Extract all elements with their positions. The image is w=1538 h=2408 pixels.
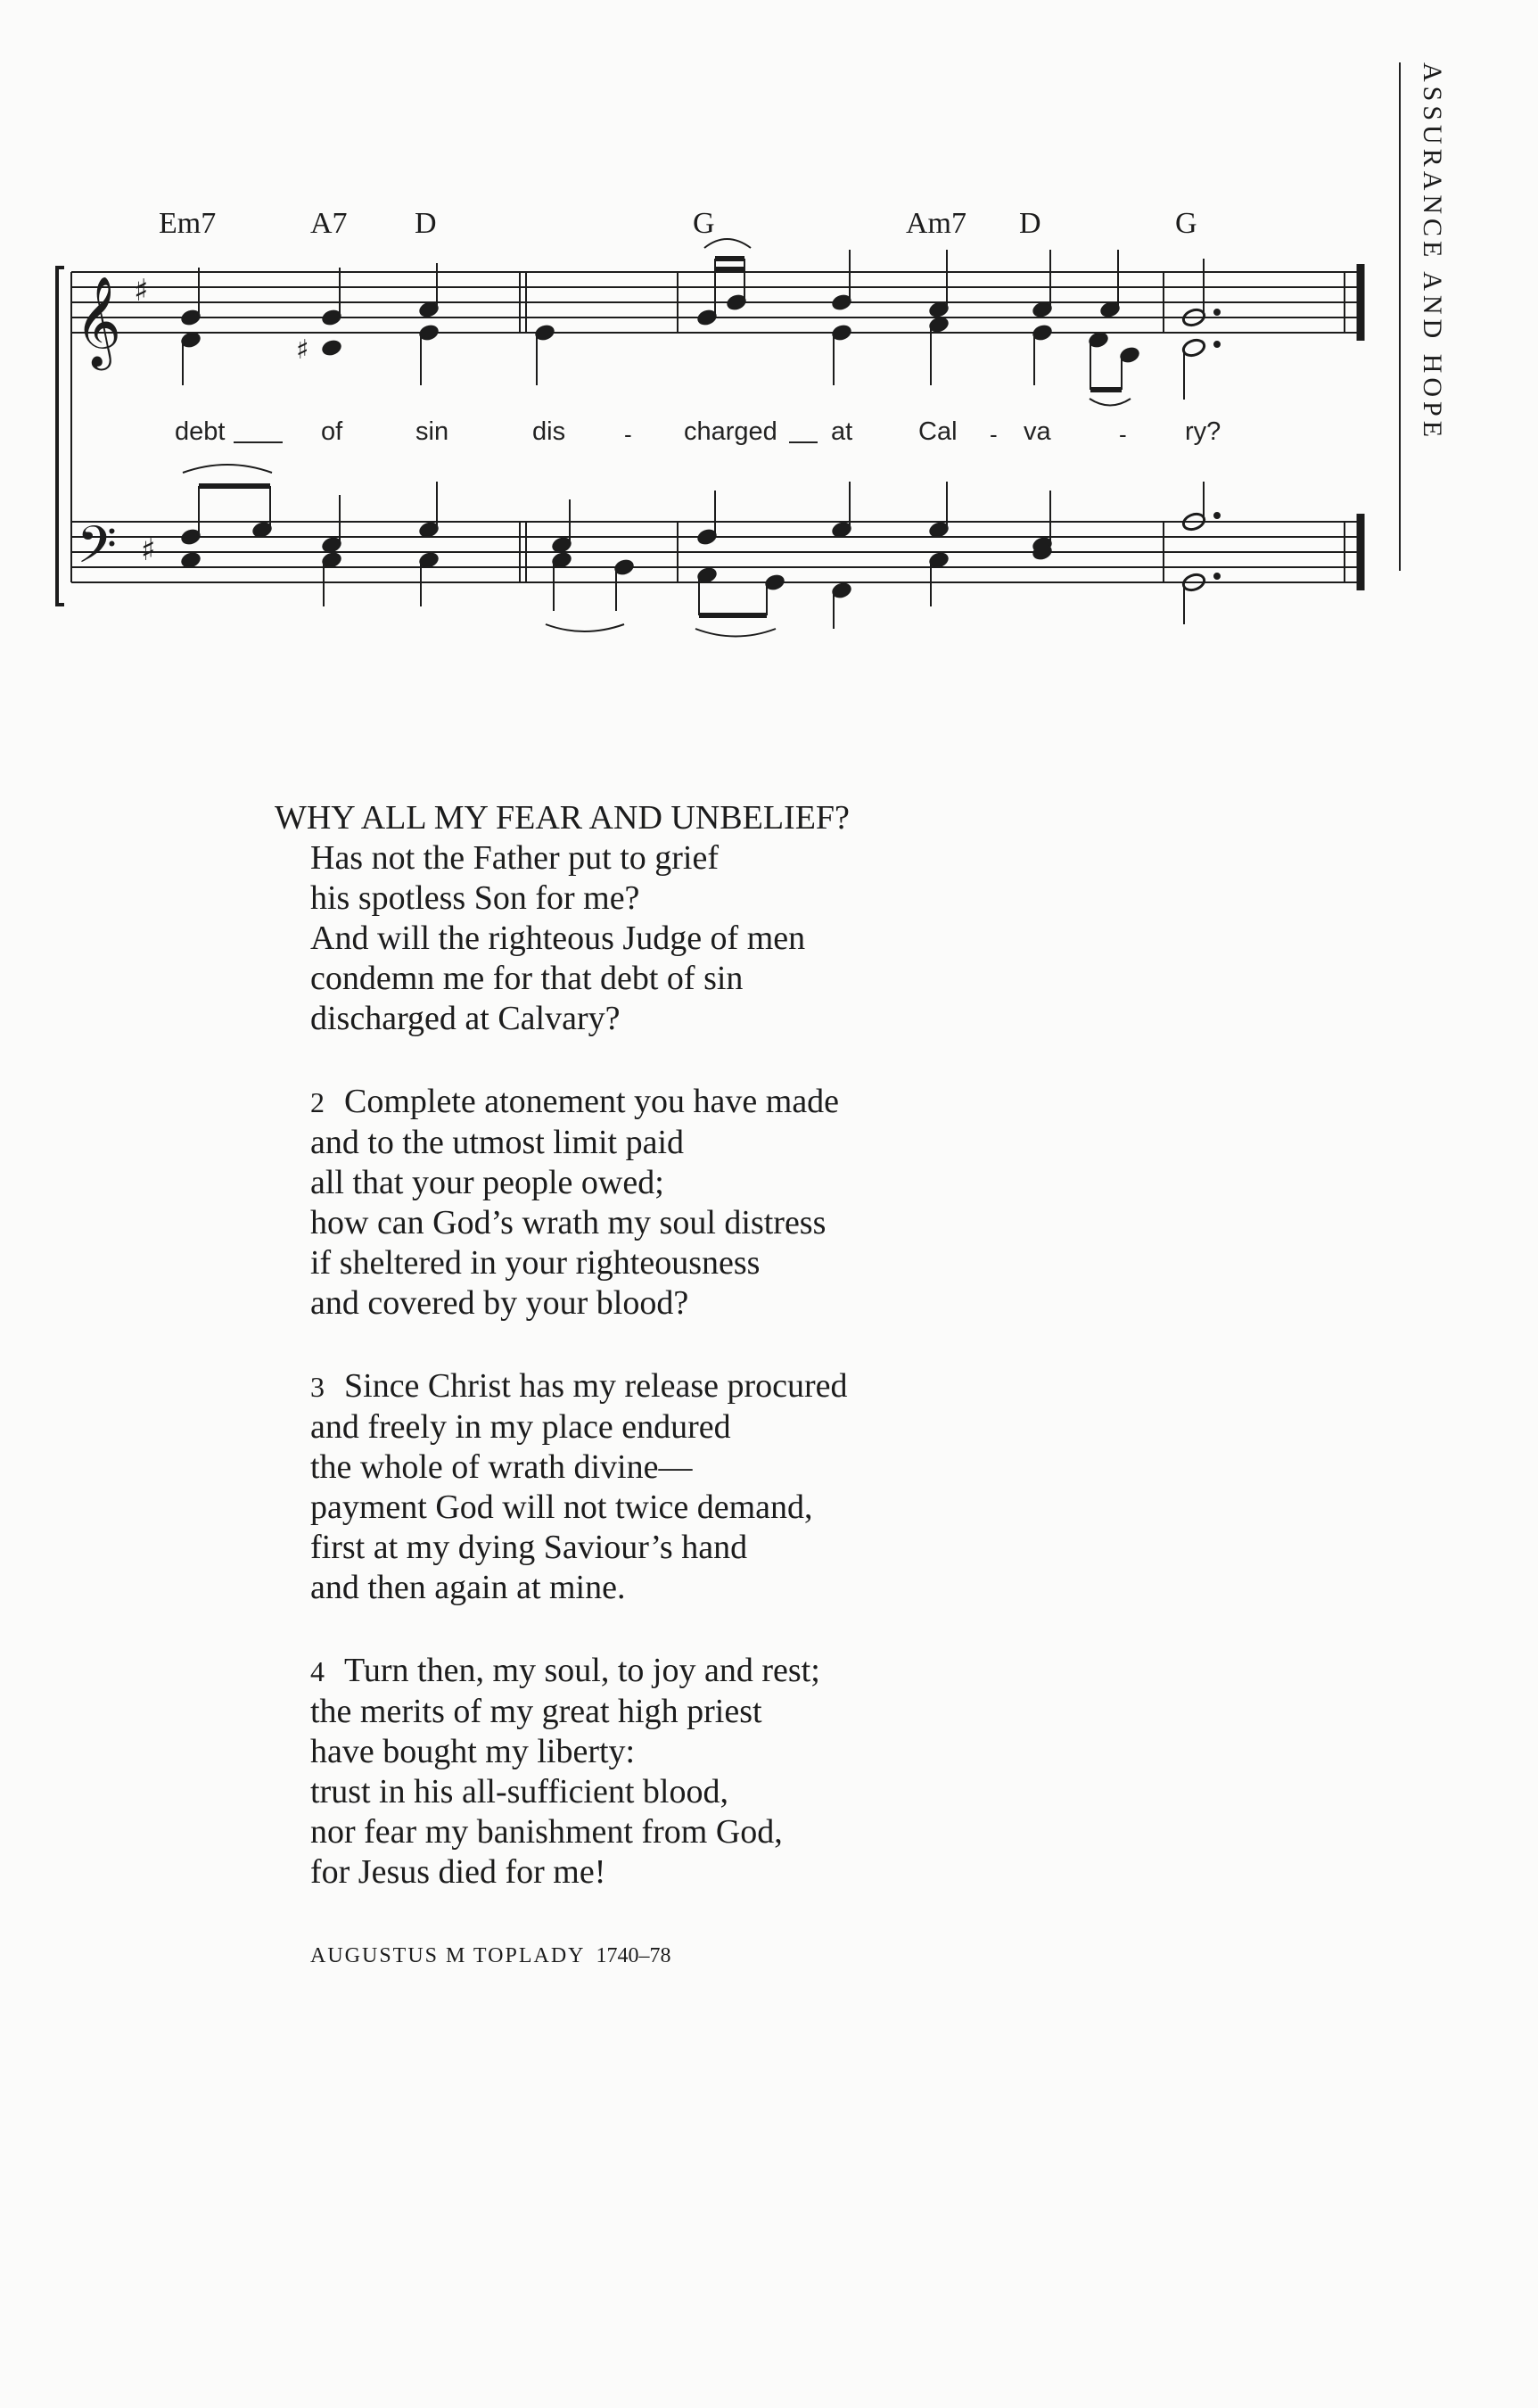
chord-symbol: Em7 — [159, 207, 217, 240]
chord-symbol: D — [1019, 207, 1041, 240]
verse-first-line — [275, 1366, 1345, 1407]
author-dates: 1740–78 — [596, 1944, 671, 1967]
music-score — [0, 0, 1538, 696]
bass-clef: 𝄢 — [77, 515, 118, 588]
verse-line: Turn then, my soul, to joy and rest; — [344, 1652, 820, 1689]
section-label: ASSURANCE AND HOPE — [1418, 62, 1447, 442]
lyric-syllable: Cal — [918, 417, 958, 446]
treble-clef: 𝄞 — [75, 275, 122, 367]
lyric-syllable: sin — [415, 417, 449, 446]
verse-line: if sheltered in your righteousness — [310, 1244, 761, 1282]
lyric-extender — [234, 441, 287, 444]
verse-number: 2 — [310, 1086, 325, 1118]
verse-line: discharged at Calvary? — [310, 1000, 621, 1037]
verse-line: And will the righteous Judge of men — [310, 919, 806, 957]
key-signature-bass: ♯ — [141, 532, 156, 568]
hymn-title: WHY ALL MY FEAR AND UNBELIEF? — [275, 799, 850, 837]
verse-line: condemn me for that debt of sin — [310, 960, 744, 997]
svg-text:♯: ♯ — [296, 334, 309, 366]
lyric-hyphen: - — [1119, 421, 1127, 448]
verse-line: and to the utmost limit paid — [310, 1124, 685, 1161]
lyric-hyphen: - — [990, 421, 998, 448]
verse-line: the merits of my great high priest — [310, 1693, 762, 1730]
lyric-syllable: dis — [532, 417, 566, 446]
verse-first-line — [275, 1651, 1345, 1692]
verse-1 — [275, 838, 1345, 1039]
key-signature-treble: ♯ — [134, 273, 149, 309]
lyric-hyphen: - — [624, 421, 632, 448]
verse-number: 3 — [310, 1371, 325, 1403]
verse-number: 4 — [310, 1655, 325, 1687]
lyric-syllable: of — [321, 417, 343, 446]
verse-line: and freely in my place endured — [310, 1408, 731, 1446]
verse-line: payment God will not twice demand, — [310, 1489, 813, 1526]
treble-staff — [71, 272, 1364, 333]
verse-2 — [275, 1082, 1345, 1324]
chord-symbol: G — [693, 207, 715, 240]
author-credit — [275, 1944, 1345, 1968]
chord-symbol: Am7 — [906, 207, 966, 240]
lyric-syllable: charged — [684, 417, 777, 446]
verse-line: Since Christ has my release procured — [344, 1367, 848, 1405]
bass-notes — [180, 482, 1220, 629]
verse-line: how can God’s wrath my soul distress — [310, 1204, 827, 1241]
hymn-text — [275, 798, 1345, 1968]
chord-symbol: A7 — [310, 207, 348, 240]
staff-notation — [0, 0, 1538, 696]
chord-symbol: G — [1175, 207, 1197, 240]
verse-line: nor fear my banishment from God, — [310, 1813, 783, 1851]
verse-line: and then again at mine. — [310, 1569, 626, 1606]
chord-symbol: D — [415, 207, 437, 240]
verse-line: Complete atonement you have made — [344, 1083, 840, 1120]
author-name: AUGUSTUS M TOPLADY — [310, 1944, 586, 1967]
verse-line: have bought my liberty: — [310, 1733, 636, 1770]
verse-line: trust in his all-sufficient blood, — [310, 1773, 728, 1810]
lyric-syllable: ry? — [1185, 417, 1221, 446]
verse-first-line — [275, 1082, 1345, 1123]
verse-line: Has not the Father put to grief — [310, 839, 720, 877]
lyric-extender — [789, 441, 825, 444]
system-bracket — [57, 268, 64, 605]
verse-3 — [275, 1366, 1345, 1608]
verse-line: all that your people owed; — [310, 1164, 664, 1201]
verse-line: his spotless Son for me? — [310, 879, 640, 917]
verse-line: for Jesus died for me! — [310, 1853, 606, 1891]
lyric-syllable: at — [831, 417, 853, 446]
verse-line: first at my dying Saviour’s hand — [310, 1529, 748, 1566]
lyric-syllable: va — [1024, 417, 1051, 446]
verse-line: and covered by your blood? — [310, 1284, 689, 1322]
verse-4 — [275, 1651, 1345, 1893]
verse-line: the whole of wrath divine— — [310, 1448, 693, 1486]
lyric-syllable: debt — [175, 417, 226, 446]
